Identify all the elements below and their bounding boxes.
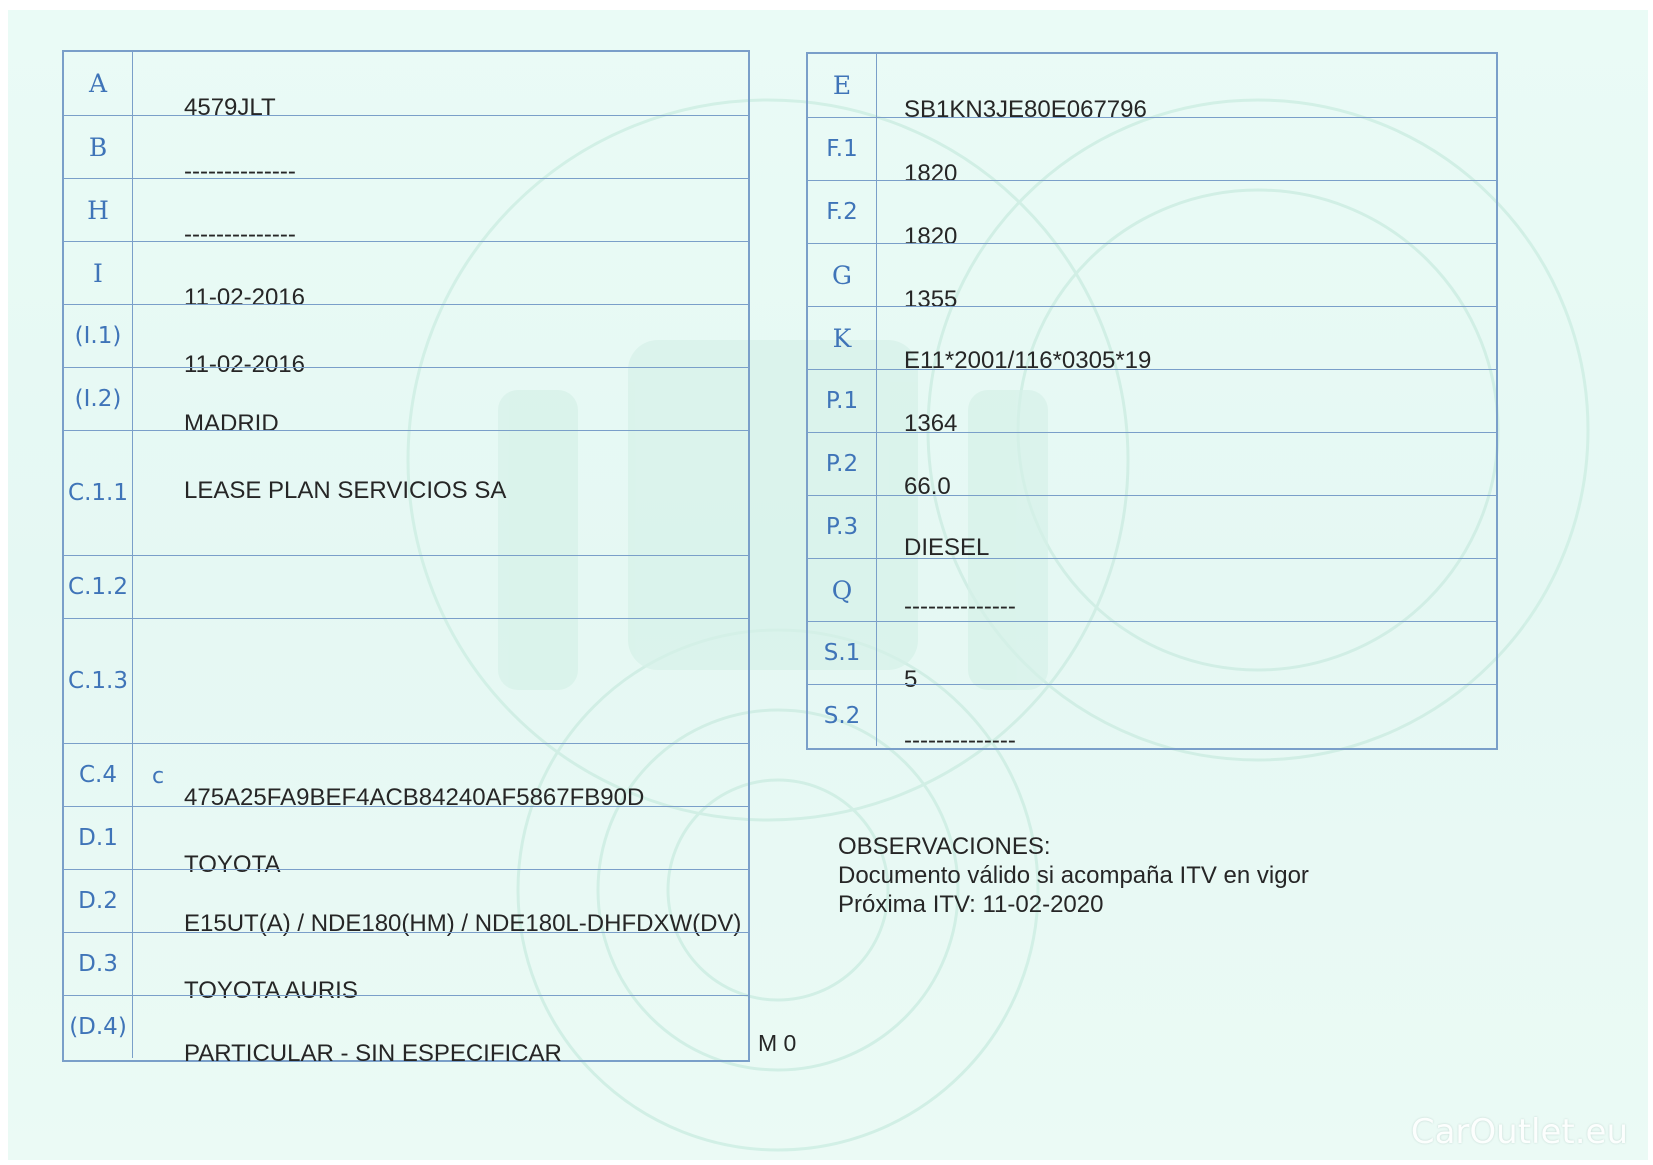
- field-value: 4579JLT: [184, 94, 276, 121]
- field-row: [808, 558, 1496, 621]
- watermark-text: CarOutlet.eu: [1410, 1112, 1628, 1152]
- field-row: [808, 369, 1496, 437]
- field-value: E15UT(A) / NDE180(HM) / NDE180L-DHFDXW(DV): [184, 910, 742, 937]
- field-value: SB1KN3JE80E067796: [904, 96, 1147, 123]
- field-value: --------------: [184, 158, 296, 185]
- field-value: --------------: [904, 593, 1016, 620]
- field-code: A: [64, 52, 133, 115]
- observaciones-line-1: Documento válido si acompaña ITV en vigor: [838, 862, 1309, 889]
- observaciones-heading: OBSERVACIONES:: [838, 833, 1051, 860]
- field-code: (D.4): [64, 996, 133, 1058]
- field-row: [64, 869, 748, 937]
- field-value: --------------: [184, 221, 296, 248]
- field-code: (I.1): [64, 305, 133, 367]
- field-row: [808, 432, 1496, 500]
- field-code: C.1.3: [64, 619, 133, 743]
- field-row: [64, 555, 748, 618]
- field-code: G: [808, 244, 877, 306]
- left-field-table: [62, 50, 750, 1067]
- registration-document: [8, 10, 1648, 1160]
- field-row: [808, 54, 1496, 123]
- field-value: 1820: [904, 223, 958, 250]
- right-field-table: [806, 52, 1498, 754]
- field-row: [808, 180, 1496, 250]
- field-value: 66.0: [904, 473, 951, 500]
- field-value: 11-02-2016: [184, 351, 305, 378]
- field-code: P.1: [808, 370, 877, 432]
- field-value: TOYOTA: [184, 851, 281, 878]
- field-code: P.3: [808, 496, 877, 558]
- field-row: [808, 306, 1496, 374]
- field-row: [64, 430, 748, 555]
- field-code: D.3: [64, 933, 133, 995]
- field-code: C.1.1: [64, 431, 133, 555]
- field-code: F.2: [808, 181, 877, 243]
- field-code: S.1: [808, 622, 877, 684]
- field-subcode: c: [152, 764, 165, 789]
- field-code: F.1: [808, 118, 877, 180]
- field-value: TOYOTA AURIS: [184, 977, 358, 1004]
- observaciones-line-2: Próxima ITV: 11-02-2020: [838, 891, 1104, 918]
- field-value: PARTICULAR - SIN ESPECIFICAR: [184, 1040, 562, 1067]
- field-row: [808, 117, 1496, 187]
- field-row: [64, 115, 748, 185]
- field-code: C.4: [64, 744, 133, 806]
- field-code: I: [64, 242, 133, 304]
- field-code: (I.2): [64, 368, 133, 430]
- field-code: C.1.2: [64, 556, 133, 618]
- field-value: MADRID: [184, 410, 279, 437]
- field-row: [64, 241, 748, 311]
- field-value: DIESEL: [904, 534, 990, 561]
- field-row: [808, 684, 1496, 754]
- field-row: [808, 495, 1496, 561]
- field-value: E11*2001/116*0305*19: [904, 347, 1152, 374]
- field-code: K: [808, 307, 877, 369]
- field-row: [64, 52, 748, 121]
- field-row: [808, 243, 1496, 313]
- field-value: 1820: [904, 160, 958, 187]
- field-row: [64, 932, 748, 1004]
- field-row: [64, 304, 748, 378]
- field-value: 1364: [904, 410, 958, 437]
- field-row: [64, 618, 748, 743]
- field-value: 1355: [904, 286, 958, 313]
- field-row: [64, 367, 748, 437]
- field-code: P.2: [808, 433, 877, 495]
- field-code: D.1: [64, 807, 133, 869]
- field-code: Q: [808, 559, 877, 621]
- field-value: 475A25FA9BEF4ACB84240AF5867FB90D: [184, 784, 645, 811]
- mark-code: M 0: [758, 1030, 797, 1056]
- field-code: E: [808, 54, 877, 117]
- field-row: [64, 806, 748, 878]
- field-value: 11-02-2016: [184, 284, 305, 311]
- field-code: H: [64, 179, 133, 241]
- field-row: [64, 743, 748, 811]
- field-code: D.2: [64, 870, 133, 932]
- field-code: B: [64, 116, 133, 178]
- field-value: --------------: [904, 727, 1016, 754]
- field-row: [64, 178, 748, 248]
- field-value: LEASE PLAN SERVICIOS SA: [184, 477, 507, 504]
- field-row: [64, 995, 748, 1067]
- field-row: [808, 621, 1496, 693]
- field-value: 5: [904, 666, 918, 693]
- observaciones-block: [838, 832, 1309, 919]
- field-code: S.2: [808, 685, 877, 746]
